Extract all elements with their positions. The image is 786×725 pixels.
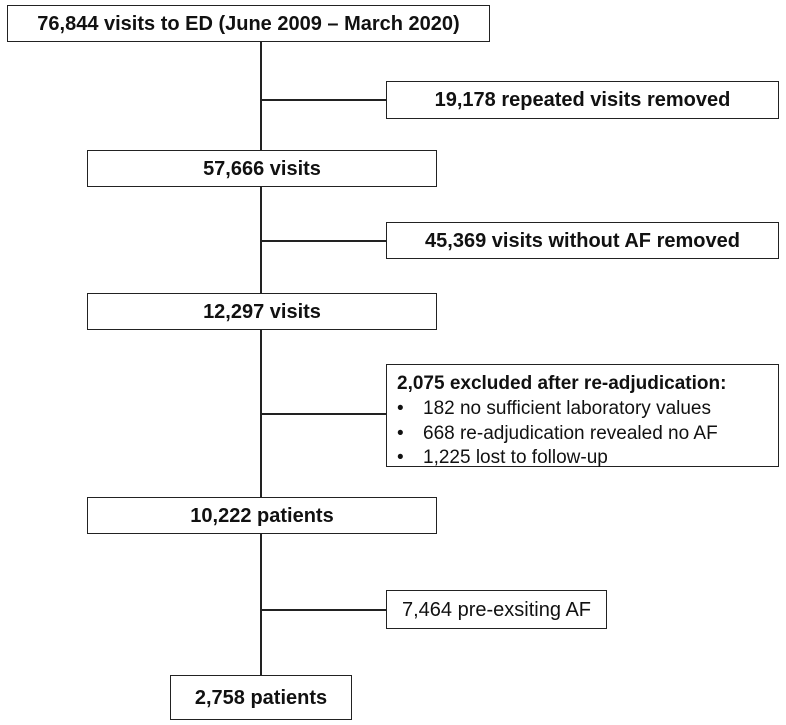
branch-excl1 — [260, 99, 386, 101]
exclusion-pre-existing-af: 7,464 pre-exsiting AF — [386, 590, 607, 629]
list-item-label: 182 no sufficient laboratory values — [423, 397, 711, 419]
bullet-icon: • — [397, 422, 404, 444]
exclusion-visits-without-af: 45,369 visits without AF removed — [386, 222, 779, 259]
exclusion-re-adjudication — [386, 364, 779, 467]
step-visits-after-dedup: 57,666 visits — [87, 150, 437, 187]
step-patients: 10,222 patients — [87, 497, 437, 534]
branch-excl4 — [260, 609, 386, 611]
list-item-label: 1,225 lost to follow-up — [423, 447, 608, 469]
exclusion-repeated-visits: 19,178 repeated visits removed — [386, 81, 779, 119]
step-af-visits: 12,297 visits — [87, 293, 437, 330]
step-initial-visits: 76,844 visits to ED (June 2009 – March 2020) — [7, 5, 490, 42]
branch-excl2 — [260, 240, 386, 242]
list-item — [397, 447, 768, 470]
step-final-patients: 2,758 patients — [170, 675, 352, 720]
list-item-label: 668 re-adjudication revealed no AF — [423, 422, 718, 444]
exclusion-re-adjudication-title: 2,075 excluded after re-adjudication: — [397, 373, 727, 394]
bullet-icon: • — [397, 447, 404, 469]
list-item — [397, 423, 768, 446]
list-item — [397, 398, 768, 421]
connector-step1-step2 — [260, 41, 262, 151]
connector-step4-step5 — [260, 533, 262, 675]
bullet-icon: • — [397, 397, 404, 419]
branch-excl3 — [260, 413, 386, 415]
